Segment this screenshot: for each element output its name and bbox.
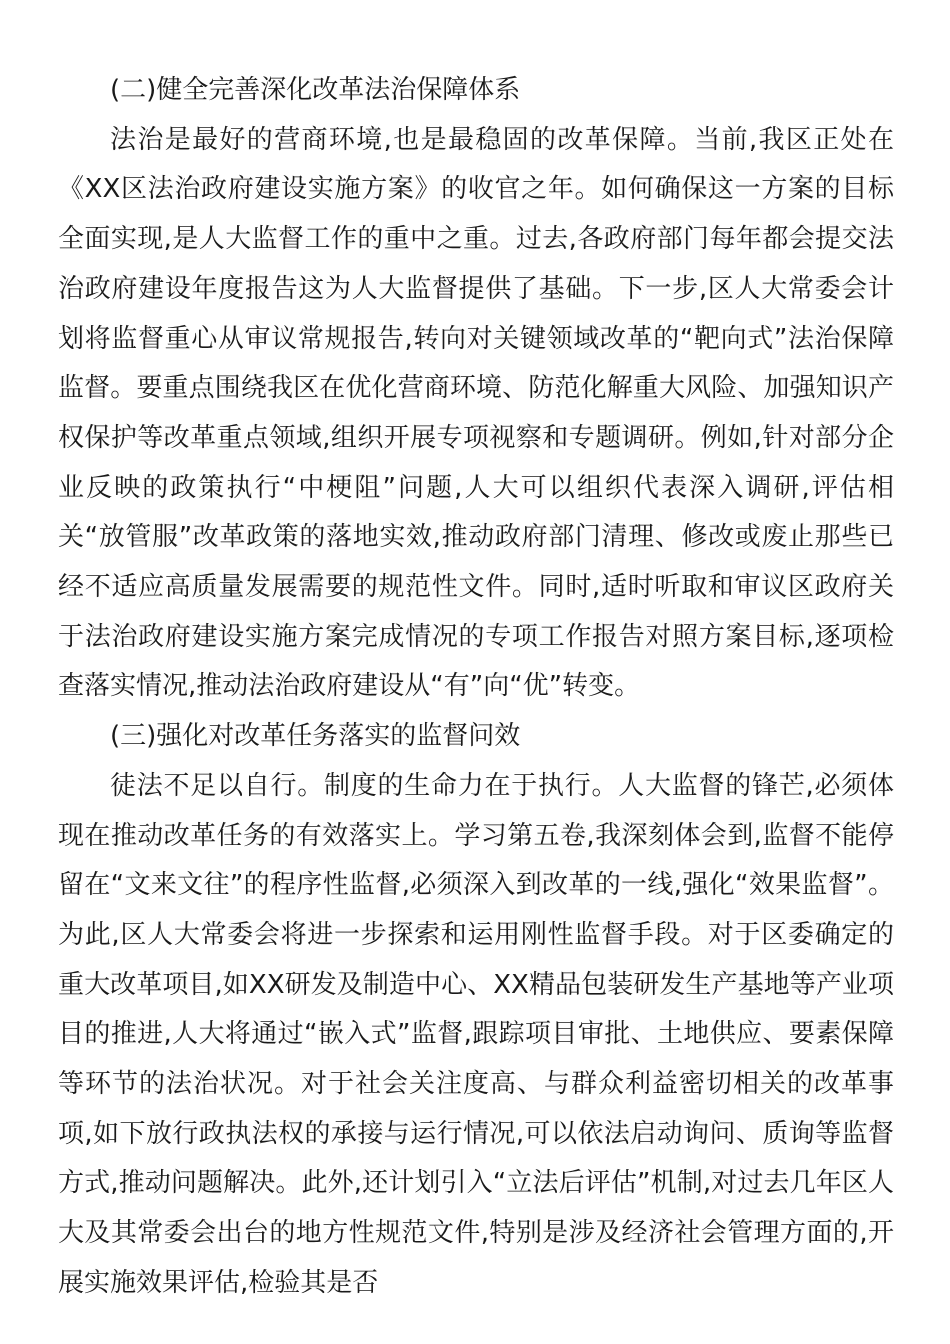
section-heading-2: (二)健全完善深化改革法治保障体系	[110, 75, 521, 105]
document-body	[58, 66, 894, 1309]
section-heading-3: (三)强化对改革任务落实的监督问效	[110, 721, 521, 752]
section-paragraph-3: 徒法不足以自行。制度的生命力在于执行。人大监督的锋芒,必须体现在推动改革任务的有效落实上。学习第五卷,我深刻体会到,监督不能停留在“文来文往”的程序性监督,必须深入到改革的一线,强化“效果监督”。为此,区人大常委会将进一步探索和运用刚性监督手段。对于区委确定的重大改革项目,如XX研发及制造中心、XX精品包装研发生产基地等产业项目的推进,人大将通过“嵌入式”监督,跟踪项目审批、土地供应、要素保障等环节的法治状况。对于社会关注度高、与群众利益密切相关的改革事项,如下放行政执法权的承接与运行情况,可以依法启动询问、质询等监督方式,推动问题解决。此外,还计划引入“立法后评估”机制,对过去几年区人大及其常委会出台的地方性规范文件,特别是涉及经济社会管理方面的,开展实施效果评估,检验其是否	[58, 770, 894, 1298]
section-paragraph-2: 法治是最好的营商环境,也是最稳固的改革保障。当前,我区正处在《XX区法治政府建设实施方案》的收官之年。如何确保这一方案的目标全面实现,是人大监督工作的重中之重。过去,各政府部门每年都会提交法治政府建设年度报告这为人大监督提供了基础。下一步,区人大常委会计划将监督重心从审议常规报告,转向对关键领域改革的“靶向式”法治保障监督。要重点围绕我区在优化营商环境、防范化解重大风险、加强知识产权保护等改革重点领域,组织开展专项视察和专题调研。例如,针对部分企业反映的政策执行“中梗阻”问题,人大可以组织代表深入调研,评估相关“放管服”改革政策的落地实效,推动政府部门清理、修改或废止那些已经不适应高质量发展需要的规范性文件。同时,适时听取和审议区政府关于法治政府建设实施方案完成情况的专项工作报告对照方案目标,逐项检查落实情况,推动法治政府建设从“有”向“优”转变。	[58, 124, 894, 702]
